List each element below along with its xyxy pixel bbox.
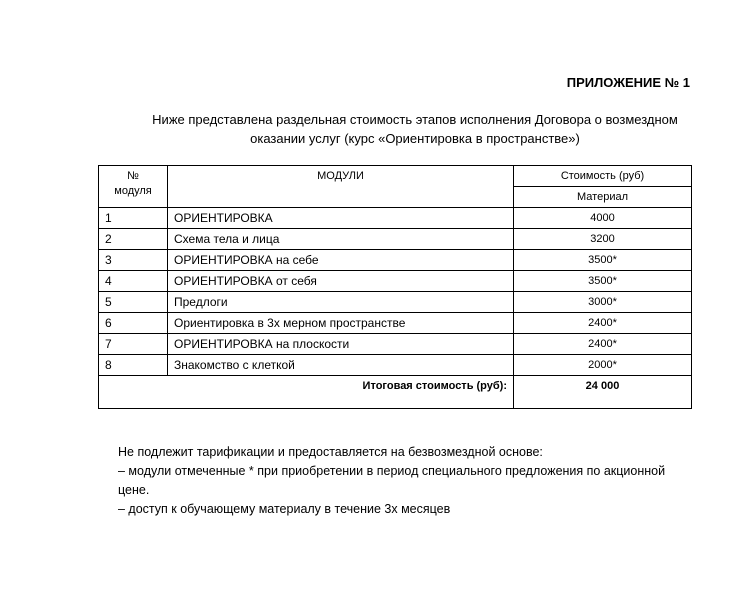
row-number: 8 — [99, 355, 168, 376]
note-line: – модули отмеченные * при приобретении в период специального предложения по акционной цене. — [118, 464, 666, 497]
table-row — [99, 334, 692, 355]
table-row — [99, 292, 692, 313]
table-row — [99, 313, 692, 334]
row-module-name: ОРИЕНТИРОВКА на плоскости — [168, 334, 514, 355]
intro-line: оказании услуг (курс «Ориентировка в пространстве») — [250, 131, 580, 146]
row-module-name: Схема тела и лица — [168, 229, 514, 250]
row-price: 3200 — [514, 229, 692, 250]
row-module-name: ОРИЕНТИРОВКА — [168, 208, 514, 229]
row-price: 2400* — [514, 313, 692, 334]
header-num-label: модуля — [114, 185, 152, 197]
row-price: 2000* — [514, 355, 692, 376]
header-modules: МОДУЛИ — [168, 166, 514, 208]
row-price: 3500* — [514, 250, 692, 271]
row-module-name: ОРИЕНТИРОВКА от себя — [168, 271, 514, 292]
total-row — [99, 376, 692, 409]
row-module-name: ОРИЕНТИРОВКА на себе — [168, 250, 514, 271]
row-number: 7 — [99, 334, 168, 355]
notes-section — [118, 443, 698, 519]
total-label: Итоговая стоимость (руб): — [99, 376, 514, 409]
row-number: 1 — [99, 208, 168, 229]
row-number: 3 — [99, 250, 168, 271]
table-row — [99, 250, 692, 271]
table-row — [99, 355, 692, 376]
row-number: 6 — [99, 313, 168, 334]
note-line: – доступ к обучающему материалу в течение 3х месяцев — [118, 502, 451, 516]
row-module-name: Знакомство с клеткой — [168, 355, 514, 376]
pricing-table — [98, 165, 692, 409]
row-number: 5 — [99, 292, 168, 313]
row-number: 2 — [99, 229, 168, 250]
row-price: 3000* — [514, 292, 692, 313]
row-module-name: Ориентировка в 3х мерном пространстве — [168, 313, 514, 334]
note-line: Не подлежит тарификации и предоставляется на безвозмездной основе: — [118, 445, 543, 459]
header-num-symbol: № — [127, 170, 139, 182]
header-material: Материал — [514, 187, 692, 208]
row-price: 4000 — [514, 208, 692, 229]
intro-text — [150, 110, 680, 148]
header-cost: Стоимость (руб) — [514, 166, 692, 187]
total-value: 24 000 — [514, 376, 692, 409]
row-number: 4 — [99, 271, 168, 292]
header-module-number — [99, 166, 168, 208]
table-row — [99, 229, 692, 250]
table-row — [99, 208, 692, 229]
row-module-name: Предлоги — [168, 292, 514, 313]
table-row — [99, 271, 692, 292]
row-price: 2400* — [514, 334, 692, 355]
appendix-title: ПРИЛОЖЕНИЕ № 1 — [566, 75, 690, 90]
row-price: 3500* — [514, 271, 692, 292]
intro-line: Ниже представлена раздельная стоимость этапов исполнения Договора о возмездном — [152, 112, 678, 127]
